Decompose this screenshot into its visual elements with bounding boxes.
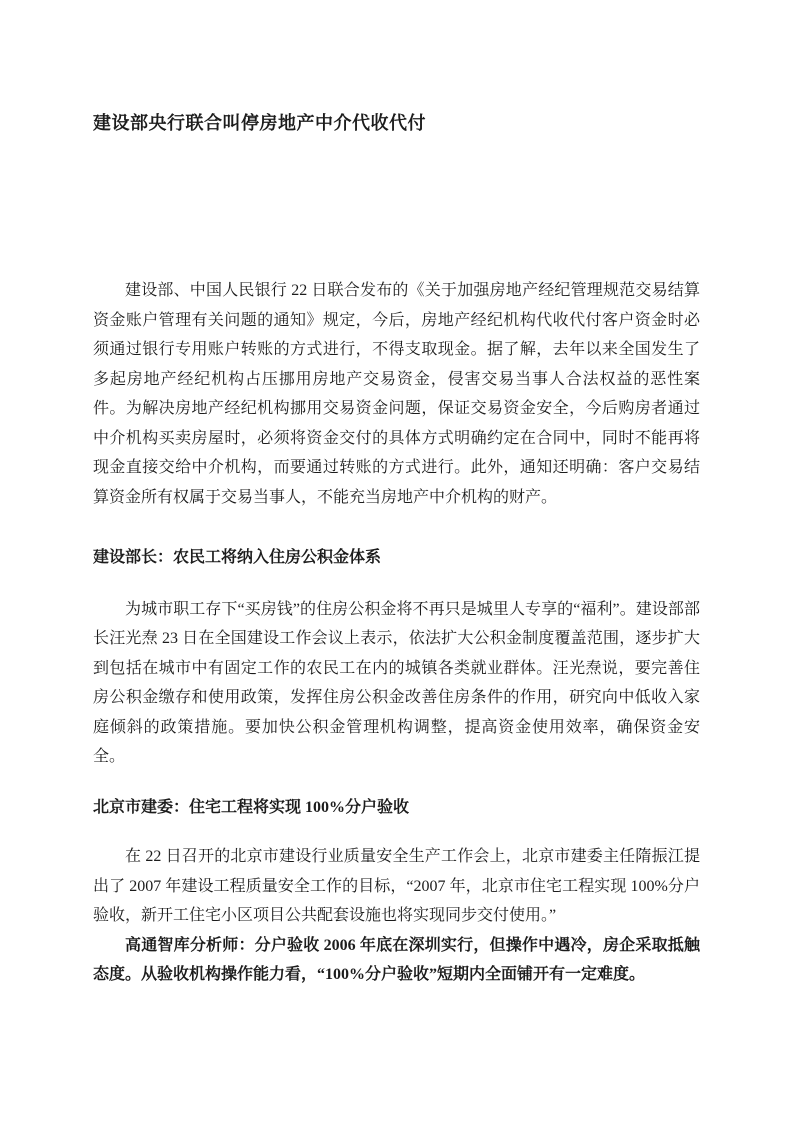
article-1-title: 建设部央行联合叫停房地产中介代收代付 — [93, 113, 426, 133]
article-2-body: 为城市职工存下“买房钱”的住房公积金将不再只是城里人专享的“福利”。建设部部长汪光焘 23 日在全国建设工作会议上表示，依法扩大公积金制度覆盖范围，逐步扩大到包括在城市中有固定工作的农民工在内的城镇各类就业群体。汪光焘说，要完善住房公积金缴存和使用政策，发挥住房公积金改善住房条件的作用，研究向中低收入家庭倾斜的政策措施。要加快公积金管理机构调整，提高资金使用效率，确保资金安全。 — [93, 600, 700, 765]
article-3-heading: 北京市建委：住宅工程将实现 100%分户验收 — [93, 798, 410, 816]
article-3-analyst-note: 高通智库分析师：分户验收 2006 年底在深圳实行，但操作中遇冷，房企采取抵触态度。从验收机构操作能力看，“100%分户验收”短期内全面铺开有一定难度。 — [93, 936, 700, 983]
article-1-body: 建设部、中国人民银行 22 日联合发布的《关于加强房地产经纪管理规范交易结算资金账户管理有关问题的通知》规定，今后，房地产经纪机构代收代付客户资金时必须通过银行专用账户转账的方式进行，不得支取现金。据了解，去年以来全国发生了多起房地产经纪机构占压挪用房地产交易资金，侵害交易当事人合法权益的恶性案件。为解决房地产经纪机构挪用交易资金问题，保证交易资金安全，今后购房者通过中介机构买卖房屋时，必须将资金交付的具体方式明确约定在合同中，同时不能再将现金直接交给中介机构，而要通过转账的方式进行。此外，通知还明确：客户交易结算资金所有权属于交易当事人，不能充当房地产中介机构的财产。 — [93, 282, 700, 506]
article-2-heading: 建设部长：农民工将纳入住房公积金体系 — [93, 549, 382, 566]
article-3-body: 在 22 日召开的北京市建设行业质量安全生产工作会上，北京市建委主任隋振江提出了 2007 年建设工程质量安全工作的目标，“2007 年，北京市住宅工程实现 100%分户验收，新开工住宅小区项目公共配套设施也将实现同步交付使用。” — [93, 848, 700, 924]
